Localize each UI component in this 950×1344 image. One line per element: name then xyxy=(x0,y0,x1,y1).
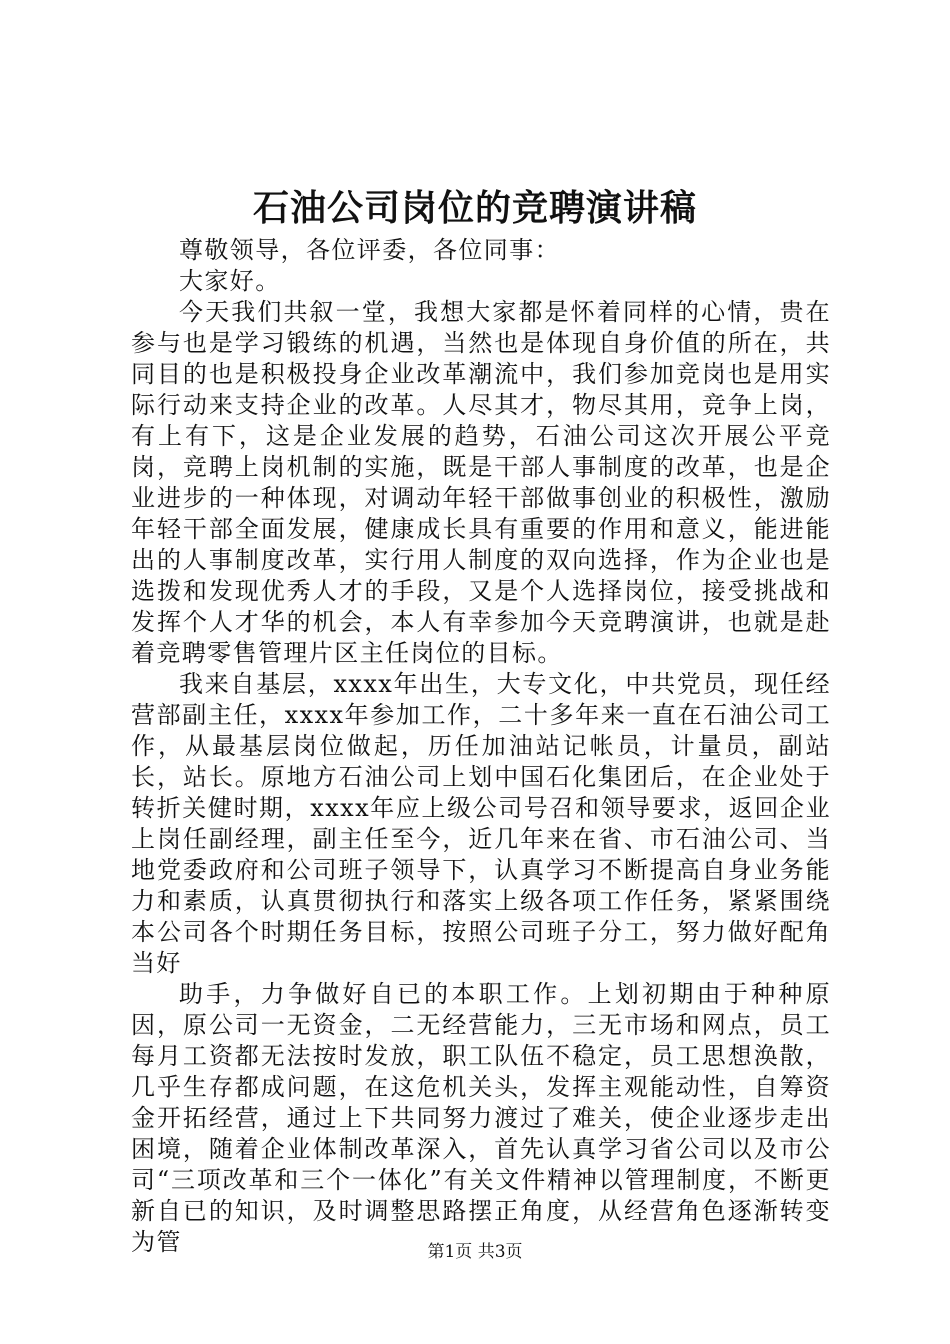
greeting-paragraph: 大家好。 xyxy=(179,267,281,295)
body-paragraph: 今天我们共叙一堂，我想大家都是怀着同样的心情，贵在参与也是学习锻练的机遇，当然也是体现自身价值的所在，共同目的也是积极投身企业改革潮流中，我们参加竞岗也是用实际行动来支持企业的改革。人尽其才，物尽其用，竞争上岗，有上有下，这是企业发展的趋势，石油公司这次开展公平竞岗，竞聘上岗机制的实施，既是干部人事制度的改革，也是企业进步的一种体现，对调动年轻干部做事创业的积极性，激励年轻干部全面发展，健康成长具有重要的作用和意义，能进能出的人事制度改革，实行用人制度的双向选择，作为企业也是选拨和发现优秀人才的手段，又是个人选择岗位，接受挑战和发挥个人才华的机会，本人有幸参加今天竞聘演讲，也就是赴着竞聘零售管理片区主任岗位的目标。 xyxy=(131,298,831,667)
document-body xyxy=(131,235,831,1258)
body-paragraph: 助手，力争做好自已的本职工作。上划初期由于种种原因，原公司一无资金，二无经营能力，三无市场和网点，员工每月工资都无法按时发放，职工队伍不稳定，员工思想涣散，几乎生存都成问题，在这危机关头，发挥主观能动性，自筹资金开拓经营，通过上下共同努力渡过了难关，使企业逐步走出困境，随着企业体制改革深入，首先认真学习省公司以及市公司“三项改革和三个一体化”有关文件精神以管理制度，不断更新自已的知识，及时调整思路摆正角度，从经营角色逐渐转变为管 xyxy=(131,980,831,1256)
page-number-footer: 第1页 共3页 xyxy=(427,1242,523,1262)
salutation-paragraph: 尊敬领导，各位评委，各位同事： xyxy=(179,236,560,264)
body-paragraph: 我来自基层，xxxx年出生，大专文化，中共党员，现任经营部副主任，xxxx年参加工作，二十多年来一直在石油公司工作，从最基层岗位做起，历任加油站记帐员，计量员，副站长，站长。原地方石油公司上划中国石化集团后，在企业处于转折关健时期，xxxx年应上级公司号召和领导要求，返回企业上岗任副经理，副主任至今，近几年来在省、市石油公司、当地党委政府和公司班子领导下，认真学习不断提高自身业务能力和素质，认真贯彻执行和落实上级各项工作任务，紧紧围绕本公司各个时期任务目标，按照公司班子分工，努力做好配角当好 xyxy=(131,670,831,977)
document-title: 石油公司岗位的竞聘演讲稿 xyxy=(252,187,697,229)
